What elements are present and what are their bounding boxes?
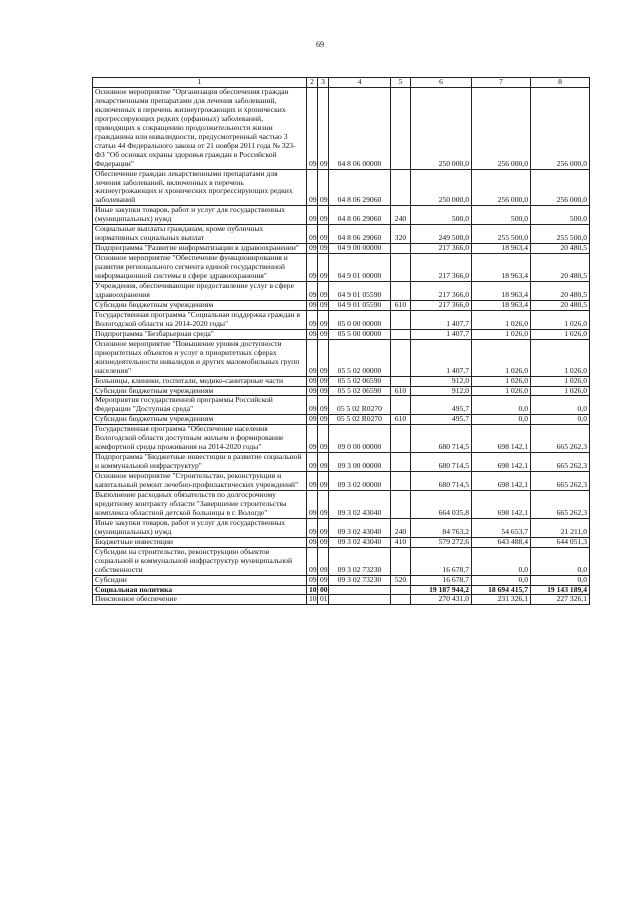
expense-type-code xyxy=(391,595,411,605)
expense-type-code xyxy=(391,329,411,339)
expense-type-code xyxy=(391,453,411,472)
amount-year-3: 665 262,3 xyxy=(531,472,590,491)
table-row xyxy=(93,415,590,425)
amount-year-1: 1 407,7 xyxy=(411,310,472,329)
amount-year-1: 249 500,0 xyxy=(411,225,472,244)
section-code: 09 xyxy=(307,169,318,206)
target-article-code: 04 9 01 05590 xyxy=(329,282,391,301)
amount-year-3: 665 262,3 xyxy=(531,453,590,472)
amount-year-2: 256 000,0 xyxy=(472,169,531,206)
row-name: Подпрограмма "Бюджетные инвестиции в развитие социальной и коммунальной инфраструктур" xyxy=(93,453,307,472)
amount-year-1: 1 407,7 xyxy=(411,329,472,339)
expense-type-code xyxy=(391,169,411,206)
target-article-code: 05 0 00 00000 xyxy=(329,310,391,329)
target-article-code: 05 5 02 06590 xyxy=(329,376,391,386)
amount-year-2: 1 026,0 xyxy=(472,386,531,396)
subsection-code: 09 xyxy=(318,300,329,310)
subsection-code: 09 xyxy=(318,225,329,244)
subsection-code: 09 xyxy=(318,282,329,301)
amount-year-3: 0,0 xyxy=(531,396,590,415)
amount-year-1: 270 431,0 xyxy=(411,595,472,605)
row-name: Основное мероприятие "Обеспечение функционирования и развития регионального сегмента единой государственной информационной системы в сфере здравоохранения" xyxy=(93,254,307,282)
amount-year-2: 698 142,1 xyxy=(472,472,531,491)
amount-year-1: 912,0 xyxy=(411,376,472,386)
section-code: 09 xyxy=(307,396,318,415)
expense-type-code: 410 xyxy=(391,537,411,547)
header-row xyxy=(93,78,590,88)
section-code: 09 xyxy=(307,376,318,386)
amount-year-1: 680 714,5 xyxy=(411,472,472,491)
amount-year-1: 912,0 xyxy=(411,386,472,396)
section-code: 09 xyxy=(307,300,318,310)
section-code: 09 xyxy=(307,254,318,282)
amount-year-3: 255 500,0 xyxy=(531,225,590,244)
table-row xyxy=(93,339,590,376)
table-row xyxy=(93,244,590,254)
amount-year-1: 250 000,0 xyxy=(411,169,472,206)
section-code: 09 xyxy=(307,490,318,518)
target-article-code: 04 9 01 05590 xyxy=(329,300,391,310)
amount-year-3: 256 000,0 xyxy=(531,88,590,170)
table-row xyxy=(93,425,590,453)
expense-type-code: 240 xyxy=(391,206,411,225)
row-name: Основное мероприятие "Повышение уровня доступности приоритетных объектов и услуг в приоритетных сферах жизнедеятельности инвалидов и других маломобильных групп населения" xyxy=(93,339,307,376)
amount-year-1: 250 000,0 xyxy=(411,88,472,170)
amount-year-2: 54 653,7 xyxy=(472,518,531,537)
amount-year-2: 0,0 xyxy=(472,547,531,575)
expense-type-code: 610 xyxy=(391,386,411,396)
subsection-code: 00 xyxy=(318,585,329,595)
expense-type-code xyxy=(391,282,411,301)
amount-year-2: 1 026,0 xyxy=(472,310,531,329)
row-name: Выполнение расходных обязательств по долгосрочному кредитному контракту области "Завершение строительства комплекса областной детской больницы в г. Вологде" xyxy=(93,490,307,518)
amount-year-2: 1 026,0 xyxy=(472,329,531,339)
target-article-code: 05 5 02 R0270 xyxy=(329,396,391,415)
amount-year-1: 680 714,5 xyxy=(411,453,472,472)
subsection-code: 09 xyxy=(318,547,329,575)
amount-year-3: 0,0 xyxy=(531,547,590,575)
header-cell: 2 xyxy=(307,78,318,88)
section-code: 09 xyxy=(307,244,318,254)
section-code: 09 xyxy=(307,415,318,425)
subsection-code: 09 xyxy=(318,537,329,547)
header-cell: 6 xyxy=(411,78,472,88)
table-row xyxy=(93,472,590,491)
target-article-code: 09 3 00 00000 xyxy=(329,453,391,472)
row-name: Государственная программа "Обеспечение населения Вологодской области доступным жильем и формирование комфортной среды проживания на 2014-2020 годы" xyxy=(93,425,307,453)
expense-type-code xyxy=(391,547,411,575)
table-row xyxy=(93,282,590,301)
section-code: 09 xyxy=(307,472,318,491)
page-number: 69 xyxy=(316,40,324,49)
amount-year-3: 21 211,0 xyxy=(531,518,590,537)
subsection-code: 09 xyxy=(318,329,329,339)
section-code: 09 xyxy=(307,518,318,537)
target-article-code: 09 0 00 00000 xyxy=(329,425,391,453)
subsection-code: 09 xyxy=(318,169,329,206)
header-cell: 5 xyxy=(391,78,411,88)
amount-year-2: 698 142,1 xyxy=(472,453,531,472)
table-row xyxy=(93,585,590,595)
expense-type-code xyxy=(391,244,411,254)
target-article-code xyxy=(329,585,391,595)
subsection-code: 01 xyxy=(318,595,329,605)
expense-type-code xyxy=(391,376,411,386)
table-row xyxy=(93,547,590,575)
amount-year-1: 217 366,0 xyxy=(411,254,472,282)
subsection-code: 09 xyxy=(318,425,329,453)
target-article-code: 05 5 02 R0270 xyxy=(329,415,391,425)
amount-year-1: 217 366,0 xyxy=(411,300,472,310)
amount-year-3: 20 480,5 xyxy=(531,254,590,282)
expense-type-code xyxy=(391,490,411,518)
section-code: 09 xyxy=(307,575,318,585)
target-article-code: 09 3 02 00000 xyxy=(329,472,391,491)
amount-year-1: 16 678,7 xyxy=(411,547,472,575)
amount-year-1: 84 763,2 xyxy=(411,518,472,537)
amount-year-2: 0,0 xyxy=(472,396,531,415)
amount-year-1: 664 035,8 xyxy=(411,490,472,518)
section-code: 09 xyxy=(307,88,318,170)
row-name: Подпрограмма "Безбарьерная среда" xyxy=(93,329,307,339)
row-name: Основное мероприятие "Строительство, реконструкция и капитальный ремонт лечебно-профилактических учреждений" xyxy=(93,472,307,491)
amount-year-2: 500,0 xyxy=(472,206,531,225)
amount-year-2: 231 326,1 xyxy=(472,595,531,605)
section-code: 09 xyxy=(307,282,318,301)
table-row xyxy=(93,169,590,206)
table-row xyxy=(93,225,590,244)
amount-year-3: 19 143 189,4 xyxy=(531,585,590,595)
header-cell: 1 xyxy=(93,78,307,88)
amount-year-3: 500,0 xyxy=(531,206,590,225)
row-name: Учреждения, обеспечивающие предоставление услуг в сфере здравоохранения xyxy=(93,282,307,301)
subsection-code: 09 xyxy=(318,254,329,282)
section-code: 09 xyxy=(307,310,318,329)
amount-year-2: 18 963,4 xyxy=(472,244,531,254)
target-article-code: 04 8 06 00000 xyxy=(329,88,391,170)
table-row xyxy=(93,490,590,518)
subsection-code: 09 xyxy=(318,518,329,537)
amount-year-1: 680 714,5 xyxy=(411,425,472,453)
table-row xyxy=(93,595,590,605)
amount-year-2: 1 026,0 xyxy=(472,339,531,376)
table-row xyxy=(93,376,590,386)
row-name: Социальная политика xyxy=(93,585,307,595)
amount-year-1: 1 407,7 xyxy=(411,339,472,376)
table-row xyxy=(93,396,590,415)
amount-year-1: 495,7 xyxy=(411,396,472,415)
target-article-code: 05 5 02 06590 xyxy=(329,386,391,396)
row-name: Пенсионное обеспечение xyxy=(93,595,307,605)
section-code: 09 xyxy=(307,206,318,225)
section-code: 09 xyxy=(307,453,318,472)
amount-year-2: 18 963,4 xyxy=(472,254,531,282)
amount-year-2: 18 963,4 xyxy=(472,300,531,310)
target-article-code: 09 3 02 43040 xyxy=(329,490,391,518)
section-code: 09 xyxy=(307,386,318,396)
subsection-code: 09 xyxy=(318,396,329,415)
table-row xyxy=(93,88,590,170)
target-article-code xyxy=(329,595,391,605)
row-name: Мероприятия государственной программы Российской Федерации "Доступная среда" xyxy=(93,396,307,415)
header-cell: 8 xyxy=(531,78,590,88)
section-code: 09 xyxy=(307,225,318,244)
row-name: Обеспечение граждан лекарственными препаратами для лечения заболеваний, включенных в перечень жизнеугрожающих и хронических прогрессирующих редких заболеваний xyxy=(93,169,307,206)
target-article-code: 04 8 06 29060 xyxy=(329,225,391,244)
expense-type-code xyxy=(391,88,411,170)
row-name: Иные закупки товаров, работ и услуг для государственных (муниципальных) нужд xyxy=(93,518,307,537)
amount-year-2: 256 000,0 xyxy=(472,88,531,170)
table-row xyxy=(93,254,590,282)
amount-year-1: 19 187 944,2 xyxy=(411,585,472,595)
table-row xyxy=(93,453,590,472)
target-article-code: 09 3 02 43040 xyxy=(329,518,391,537)
subsection-code: 09 xyxy=(318,206,329,225)
table-row xyxy=(93,300,590,310)
amount-year-2: 698 142,1 xyxy=(472,425,531,453)
amount-year-1: 217 366,0 xyxy=(411,282,472,301)
amount-year-3: 644 051,3 xyxy=(531,537,590,547)
row-name: Основное мероприятие "Организация обеспечения граждан лекарственными препаратами для лечения заболеваний, включенных в перечень жизнеугрожающих и хронических прогрессирующих редких (орфанных) заболеваний, приводящих к сокращению продолжительности жизни гражданина или инвалидности, предусмотренный частью 3 статьи 44 Федерального закона от 21 ноября 2011 года № 323-ФЗ "Об основах охраны здоровья граждан в Российской Федерации" xyxy=(93,88,307,170)
section-code: 09 xyxy=(307,339,318,376)
expense-type-code: 520 xyxy=(391,575,411,585)
expense-type-code xyxy=(391,585,411,595)
table-row xyxy=(93,575,590,585)
row-name: Субсидии бюджетным учреждениям xyxy=(93,300,307,310)
section-code: 09 xyxy=(307,537,318,547)
amount-year-2: 1 026,0 xyxy=(472,376,531,386)
expense-type-code xyxy=(391,472,411,491)
amount-year-2: 0,0 xyxy=(472,415,531,425)
table-row xyxy=(93,386,590,396)
section-code: 09 xyxy=(307,425,318,453)
amount-year-1: 579 272,6 xyxy=(411,537,472,547)
row-name: Субсидии бюджетным учреждениям xyxy=(93,415,307,425)
table-row xyxy=(93,518,590,537)
amount-year-3: 665 262,3 xyxy=(531,490,590,518)
amount-year-1: 217 366,0 xyxy=(411,244,472,254)
amount-year-3: 0,0 xyxy=(531,415,590,425)
header-cell: 7 xyxy=(472,78,531,88)
expense-type-code: 320 xyxy=(391,225,411,244)
subsection-code: 09 xyxy=(318,376,329,386)
section-code: 09 xyxy=(307,329,318,339)
target-article-code: 04 8 06 29060 xyxy=(329,206,391,225)
amount-year-3: 1 026,0 xyxy=(531,310,590,329)
row-name: Субсидии xyxy=(93,575,307,585)
subsection-code: 09 xyxy=(318,415,329,425)
row-name: Субсидии на строительство, реконструкцию объектов социальной и коммунальной инфраструктур муниципальной собственности xyxy=(93,547,307,575)
subsection-code: 09 xyxy=(318,88,329,170)
section-code: 10 xyxy=(307,595,318,605)
header-cell: 4 xyxy=(329,78,391,88)
table-row xyxy=(93,329,590,339)
budget-table xyxy=(92,77,590,605)
row-name: Бюджетные инвестиции xyxy=(93,537,307,547)
table-row xyxy=(93,206,590,225)
subsection-code: 09 xyxy=(318,453,329,472)
expense-type-code xyxy=(391,396,411,415)
target-article-code: 04 9 01 00000 xyxy=(329,254,391,282)
target-article-code: 09 3 02 43040 xyxy=(329,537,391,547)
table-row xyxy=(93,537,590,547)
section-code: 09 xyxy=(307,547,318,575)
target-article-code: 05 5 02 00000 xyxy=(329,339,391,376)
amount-year-3: 665 262,3 xyxy=(531,425,590,453)
expense-type-code xyxy=(391,310,411,329)
amount-year-3: 1 026,0 xyxy=(531,339,590,376)
row-name: Субсидии бюджетным учреждениям xyxy=(93,386,307,396)
amount-year-3: 1 026,0 xyxy=(531,386,590,396)
subsection-code: 09 xyxy=(318,472,329,491)
expense-type-code xyxy=(391,254,411,282)
target-article-code: 04 9 00 00000 xyxy=(329,244,391,254)
amount-year-1: 495,7 xyxy=(411,415,472,425)
amount-year-3: 20 480,5 xyxy=(531,244,590,254)
subsection-code: 09 xyxy=(318,310,329,329)
amount-year-2: 698 142,1 xyxy=(472,490,531,518)
row-name: Подпрограмма "Развитие информатизации в здравоохранении" xyxy=(93,244,307,254)
amount-year-3: 20 480,5 xyxy=(531,282,590,301)
subsection-code: 09 xyxy=(318,244,329,254)
row-name: Больницы, клиники, госпитали, медико-санитарные части xyxy=(93,376,307,386)
amount-year-3: 1 026,0 xyxy=(531,376,590,386)
amount-year-2: 643 488,4 xyxy=(472,537,531,547)
amount-year-3: 256 000,0 xyxy=(531,169,590,206)
expense-type-code: 240 xyxy=(391,518,411,537)
amount-year-2: 18 694 415,7 xyxy=(472,585,531,595)
subsection-code: 09 xyxy=(318,490,329,518)
target-article-code: 09 3 02 73230 xyxy=(329,547,391,575)
amount-year-2: 18 963,4 xyxy=(472,282,531,301)
subsection-code: 09 xyxy=(318,339,329,376)
table-row xyxy=(93,310,590,329)
section-code: 10 xyxy=(307,585,318,595)
row-name: Иные закупки товаров, работ и услуг для государственных (муниципальных) нужд xyxy=(93,206,307,225)
amount-year-1: 16 678,7 xyxy=(411,575,472,585)
expense-type-code xyxy=(391,425,411,453)
row-name: Социальные выплаты гражданам, кроме публичных нормативных социальных выплат xyxy=(93,225,307,244)
table-body xyxy=(93,88,590,605)
amount-year-2: 0,0 xyxy=(472,575,531,585)
subsection-code: 09 xyxy=(318,575,329,585)
amount-year-3: 20 480,5 xyxy=(531,300,590,310)
amount-year-3: 0,0 xyxy=(531,575,590,585)
amount-year-1: 500,0 xyxy=(411,206,472,225)
row-name: Государственная программа "Социальная поддержка граждан в Вологодской области на 2014-2020 годы" xyxy=(93,310,307,329)
target-article-code: 05 5 00 00000 xyxy=(329,329,391,339)
subsection-code: 09 xyxy=(318,386,329,396)
amount-year-3: 1 026,0 xyxy=(531,329,590,339)
amount-year-2: 255 500,0 xyxy=(472,225,531,244)
expense-type-code: 610 xyxy=(391,415,411,425)
amount-year-3: 227 326,1 xyxy=(531,595,590,605)
expense-type-code xyxy=(391,339,411,376)
target-article-code: 09 3 02 73230 xyxy=(329,575,391,585)
target-article-code: 04 8 06 29060 xyxy=(329,169,391,206)
expense-type-code: 610 xyxy=(391,300,411,310)
header-cell: 3 xyxy=(318,78,329,88)
